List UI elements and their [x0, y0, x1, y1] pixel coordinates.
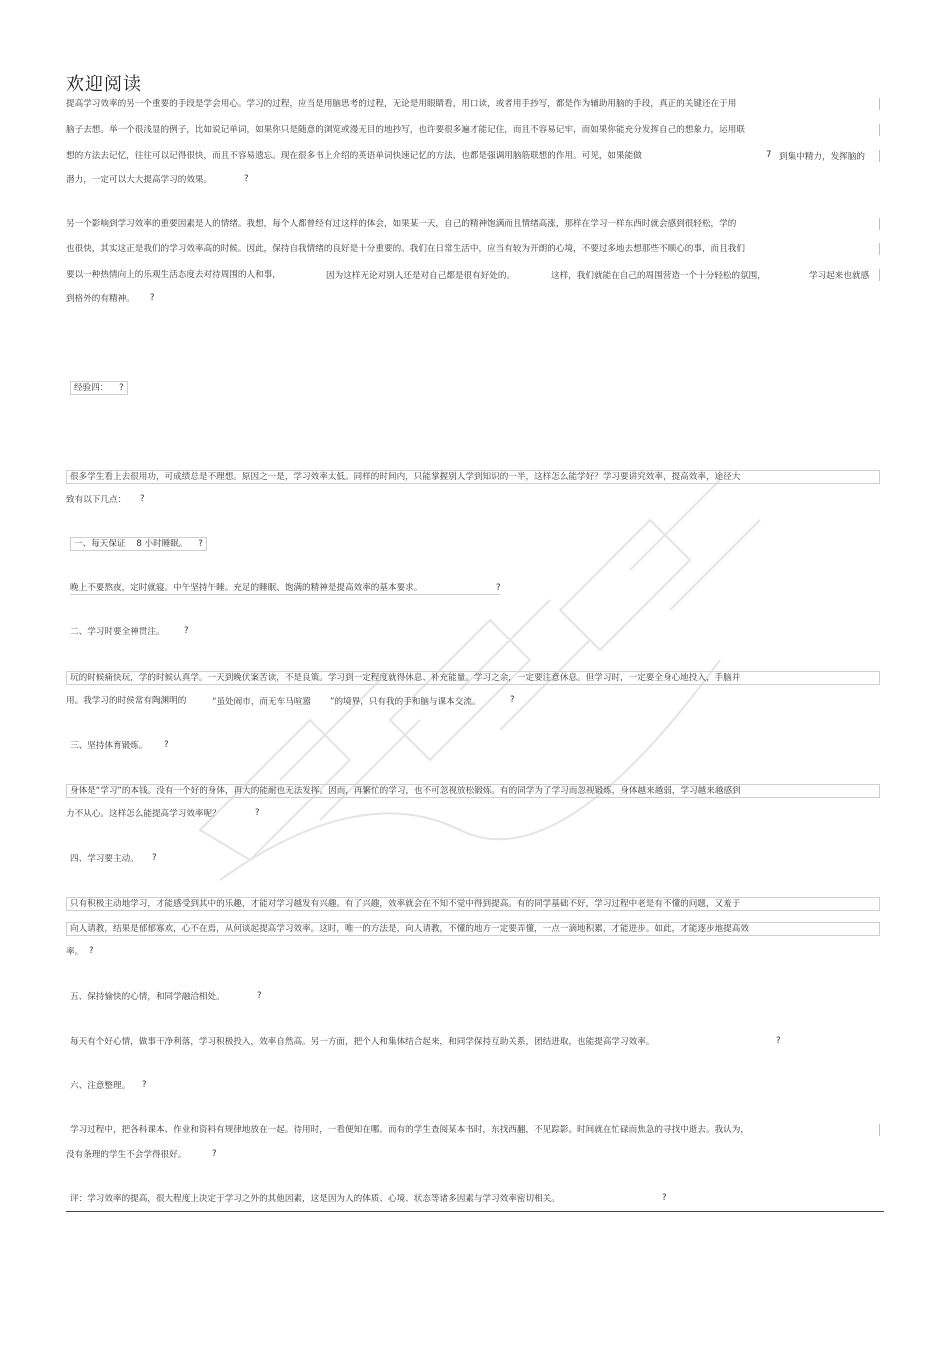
section-2-line-1: 玩的时候痛快玩，学的时候认真学。一天到晚伏案苦读，不是良策。学习到一定程度就得休息、补充能量。学习之余，一定要注意休息。但学习时，一定要全身心地投入，手脑并 [66, 671, 880, 685]
paragraph-1-line-2: 脑子去想。举一个很浅显的例子，比如说记单词，如果你只是随意的浏览或漫无目的地抄写，也许要很多遍才能记住，而且不容易记牢，而如果你能充分发挥自己的想象力，运用联 [66, 125, 745, 135]
section-5-heading: 五、保持愉快的心情，和同学融洽相处。 [70, 992, 225, 1002]
margin-bar [879, 243, 880, 255]
watermark-graphic [160, 360, 800, 920]
paragraph-mark: ? [184, 626, 189, 636]
paragraph-mark: ? [142, 1080, 147, 1090]
paragraph-2-line-3d: 学习起来也就感 [809, 271, 870, 281]
paragraph-1-line-3: 想的方法去记忆，往往可以记得很快，而且不容易遗忘。现在很多书上介绍的英语单词快速记忆的方法，也都是强调用脑筋联想的作用。可见，如果能做 [66, 151, 642, 161]
margin-bar [879, 150, 880, 162]
margin-bar [879, 98, 880, 110]
section-3-line-1: 身体是“学习”的本钱。没有一个好的身体，再大的能耐也无法发挥。因而，再繁忙的学习，也不可忽视放松锻炼。有的同学为了学习而忽视锻炼，身体越来越弱，学习越来越感到 [66, 784, 880, 798]
section-5-body: 每天有个好心情，做事干净利落，学习积极投入，效率自然高。另一方面，把个人和集体结合起来，和同学保持互助关系，团结进取，也能提高学习效率。 [70, 1037, 655, 1047]
paragraph-mark: ? [140, 494, 145, 504]
paragraph-mark: ? [244, 174, 249, 184]
paragraph-2-line-1: 另一个影响到学习效率的重要因素是人的情绪。我想，每个人都曾经有过这样的体会，如果某一天，自己的精神饱满而且情绪高涨，那样在学习一样东西时就会感到很轻松，学的 [66, 219, 737, 229]
paragraph-2-line-3c: 这样，我们就能在自己的周围营造一个十分轻松的氛围， [551, 271, 766, 281]
section-6-line-2: 没有条理的学生不会学得很好。 [66, 1150, 187, 1160]
section-3-heading: 三、坚持体育锻炼。 [70, 741, 148, 751]
section-1-heading-text-end: 小时睡眠。 [144, 539, 188, 549]
paragraph-2-line-4: 到格外的有精神。 [66, 294, 135, 304]
section-4-heading: 四、学习要主动。 [70, 854, 139, 864]
paragraph-mark: ? [255, 808, 260, 818]
paragraph-1-line-4: 潜力，一定可以大大提高学习的效果。 [66, 175, 213, 185]
paragraph-mark: ? [510, 695, 515, 705]
paragraph-mark: ? [198, 539, 203, 549]
section-4-line-1: 只有积极主动地学习，才能感受到其中的乐趣，才能对学习越发有兴趣。有了兴趣，效率就会在不知不觉中得到提高。有的同学基础不好，学习过程中老是有不懂的问题，又羞于 [66, 897, 880, 911]
paragraph-mark: ? [212, 1149, 217, 1159]
comment-text: 评：学习效率的提高，很大程度上决定于学习之外的其他因素，这是因为人的体质、心境、状态等诸多因素与学习效率密切相关。 [70, 1194, 560, 1204]
margin-bar [879, 124, 880, 136]
intro-line-1: 很多学生看上去很用功，可成绩总是不理想。原因之一是，学习效率太低。同样的时间内，只能掌握别人学到知识的一半，这样怎么能学好？学习要讲究效率，提高效率，途径大 [66, 470, 880, 484]
paragraph-mark: ? [164, 740, 169, 750]
paragraph-mark: ? [89, 946, 94, 956]
paragraph-2-line-3a: 要以一种热情向上的乐观生活态度去对待周围的人和事， [66, 270, 281, 280]
section-2-line-2a: 用。我学习的时侯常有陶渊明的 [66, 696, 187, 706]
experience-heading-text: 经验四： [74, 383, 109, 393]
section-1-heading-number: 8 [136, 539, 142, 549]
experience-heading [70, 381, 128, 395]
paragraph-mark: ? [150, 293, 155, 303]
section-2-heading: 二、学习时要全神贯注。 [70, 627, 165, 637]
margin-bar [879, 269, 880, 281]
section-6-line-1: 学习过程中，把各科课本、作业和资料有规律地放在一起。待用时，一看便知在哪。而有的学生查阅某本书时，东找西翻，不见踪影。时间就在忙碌而焦急的寻找中逝去。我认为， [70, 1125, 749, 1135]
section-4-line-3: 率。 [66, 947, 84, 957]
section-2-line-2b: “虽处闹市，而无车马喧嚣 [212, 697, 311, 707]
paragraph-1-line-1: 提高学习效率的另一个重要的手段是学会用心。学习的过程，应当是用脑思考的过程，无论是用眼睛看，用口读，或者用手抄写，都是作为辅助用脑的手段，真正的关键还在于用 [66, 99, 737, 109]
paragraph-mark: ? [257, 991, 262, 1001]
paragraph-mark: ? [152, 853, 157, 863]
paragraph-mark: ? [496, 583, 501, 593]
section-2-line-2c: ”的境界，只有我的手和脑与课本交流。 [330, 697, 481, 707]
section-1-heading-text: 一、每天保证 [74, 539, 126, 549]
margin-bar [879, 1124, 880, 1136]
section-1-body-text: 晚上不要熬夜，定时就寝。中午坚持午睡。充足的睡眠、饱满的精神是提高效率的基本要求。 [70, 583, 423, 593]
paragraph-mark: ? [119, 383, 124, 393]
paragraph-1-line-3-end: 到集中精力，发挥脑的 [779, 152, 865, 162]
paragraph-mark: ? [776, 1036, 781, 1046]
section-1-heading [70, 537, 207, 551]
section-4-line-2: 向人请教，结果是郁郁寡欢，心不在焉，从何谈起提高学习效率。这时，唯一的方法是，向人请教，不懂的地方一定要弄懂，一点一滴地积累，才能进步。如此，才能逐步地提高效 [66, 922, 880, 936]
paragraph-2-line-2: 也很快，其实这正是我们的学习效率高的时候。因此，保持自我情绪的良好是十分重要的。我们在日常生活中，应当有较为开朗的心境，不要过多地去想那些不顺心的事，而且我们 [66, 244, 745, 254]
paragraph-mark: ? [662, 1193, 667, 1203]
section-3-line-2: 力不从心。这样怎么能提高学习效率呢？ [66, 809, 221, 819]
section-6-heading: 六、注意整理。 [70, 1081, 131, 1091]
section-1-body [70, 582, 500, 595]
intro-line-2: 致有以下几点： [66, 495, 127, 505]
paragraph-1-number: 7 [766, 150, 772, 160]
margin-bar [879, 218, 880, 230]
paragraph-2-line-3b: 因为这样无论对别人还是对自己都是很有好处的。 [326, 271, 516, 281]
page-title: 欢迎阅读 [66, 74, 142, 95]
footer-divider [66, 1211, 884, 1212]
